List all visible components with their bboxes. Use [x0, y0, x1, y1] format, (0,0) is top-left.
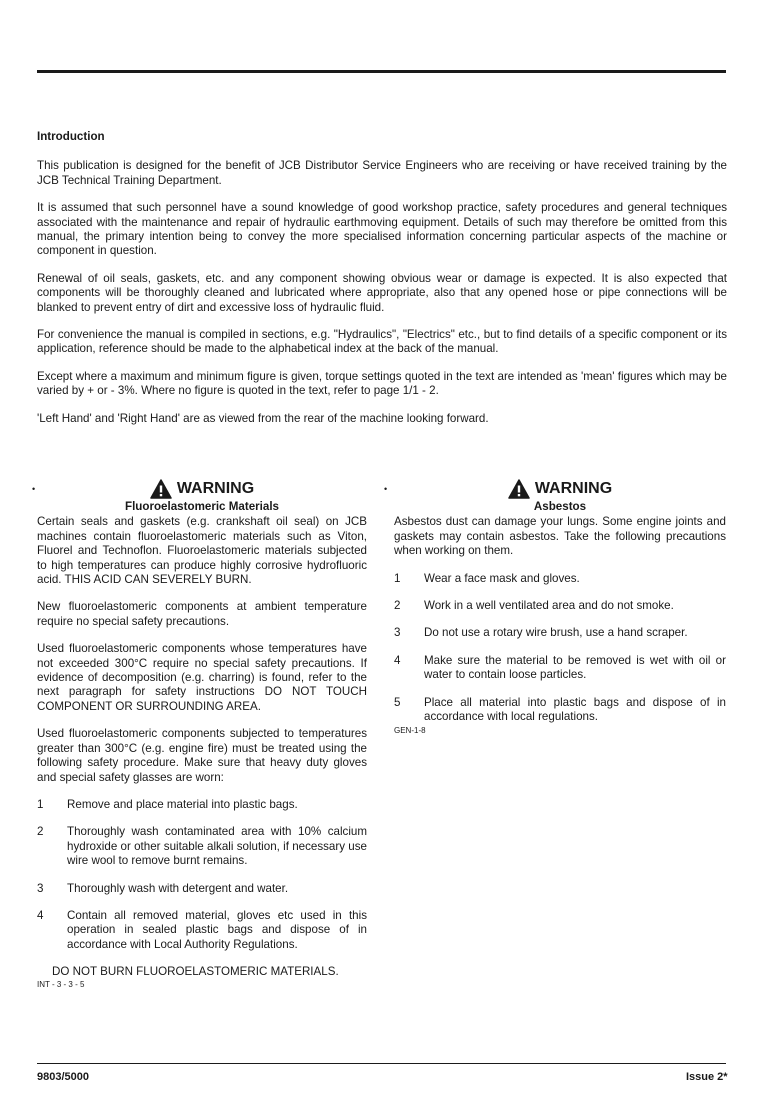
list-item [394, 626, 726, 640]
list-item [37, 825, 367, 868]
step-number: 2 [394, 599, 401, 613]
margin-dot: • [32, 484, 36, 494]
warning-label: WARNING [534, 479, 613, 497]
warning-paragraph: Certain seals and gaskets (e.g. crankshaft oil seal) on JCB machines contain fluoroelastomeric materials such as Viton, Fluorel and Technoflon. Fluoroelastomeric materials subjected to high temperatures can produce highly corrosive hydrofluoric acid. THIS ACID CAN SEVERELY BURN. [37, 515, 367, 587]
step-text: Work in a well ventilated area and do not smoke. [424, 599, 674, 613]
warning-header [37, 478, 367, 500]
reference-code: INT - 3 - 3 - 5 [37, 979, 85, 989]
safety-steps-list [394, 572, 726, 725]
list-item [394, 654, 726, 683]
final-caution: DO NOT BURN FLUOROELASTOMERIC MATERIALS. [52, 965, 339, 979]
warning-label: WARNING [176, 479, 255, 497]
list-item [394, 572, 726, 586]
reference-code: GEN-1-8 [394, 726, 426, 736]
step-number: 4 [394, 653, 401, 667]
intro-paragraph: This publication is designed for the benefit of JCB Distributor Service Engineers who are receiving or have received training by the JCB Technical Training Department. [37, 159, 727, 187]
warning-subtitle: Fluoroelastomeric Materials [125, 500, 279, 513]
header-rule [37, 70, 726, 73]
issue-number: Issue 2* [686, 1071, 728, 1083]
asbestos-warning [394, 478, 726, 736]
warning-subtitle: Asbestos [533, 500, 587, 513]
document-number: 9803/5000 [37, 1071, 89, 1083]
step-number: 3 [37, 881, 44, 895]
intro-paragraph: 'Left Hand' and 'Right Hand' are as viewed from the rear of the machine looking forward. [37, 411, 489, 425]
warning-paragraph: Asbestos dust can damage your lungs. Some engine joints and gaskets may contain asbestos. Take the following precautions when working on them. [394, 515, 726, 558]
introduction-section [37, 130, 727, 439]
step-text: Remove and place material into plastic bags. [67, 797, 298, 811]
step-text: Thoroughly wash with detergent and water. [67, 881, 289, 895]
step-number: 1 [394, 571, 401, 585]
fluoroelastomer-warning [37, 478, 367, 990]
step-text: Do not use a rotary wire brush, use a hand scraper. [424, 626, 688, 640]
list-item [394, 599, 726, 613]
warning-paragraph: Used fluoroelastomeric components whose temperatures have not exceeded 300°C require no special safety precautions. If evidence of decomposition (e.g. charring) is found, refer to the next paragraph for safety instructions DO NOT TOUCH COMPONENT OR SURROUNDING AREA. [37, 642, 367, 713]
warning-triangle-icon [508, 479, 530, 499]
step-text: Contain all removed material, gloves etc used in this operation in sealed plastic bags and dispose of in accordance with Local Authority Regulations. [67, 908, 367, 951]
footer-rule [37, 1063, 726, 1064]
step-number: 5 [394, 695, 401, 709]
step-text: Make sure the material to be removed is wet with oil or water to contain loose particles. [424, 653, 726, 682]
intro-paragraph: Renewal of oil seals, gaskets, etc. and any component showing obvious wear or damage is expected. It is also expected that components will be thoroughly cleaned and lubricated where appropriate, also that any opened hose or pipe connections will be blanked to prevent entry of dirt and excessive loss of hydraulic fluid. [37, 271, 727, 314]
step-text: Thoroughly wash contaminated area with 10% calcium hydroxide or other suitable alkali solution, if necessary use wire wool to remove burnt remains. [67, 825, 367, 868]
step-number: 2 [37, 825, 44, 839]
step-text: Wear a face mask and gloves. [424, 571, 580, 585]
warning-paragraph: Used fluoroelastomeric components subjected to temperatures greater than 300°C (e.g. engine fire) must be treated using the following safety procedure. Make sure that heavy duty gloves and special safety glasses are worn: [37, 727, 367, 784]
list-item [37, 798, 367, 812]
warning-header [394, 478, 726, 500]
intro-paragraph: For convenience the manual is compiled in sections, e.g. "Hydraulics", "Electrics" etc., but to find details of a specific component or its application, reference should be made to the alphabetical index at the back of the manual. [37, 328, 727, 356]
safety-steps-list [37, 798, 367, 952]
step-number: 3 [394, 626, 401, 640]
step-number: 4 [37, 908, 44, 922]
list-item [37, 882, 367, 896]
intro-paragraph: It is assumed that such personnel have a sound knowledge of good workshop practice, safety procedures and general techniques associated with the maintenance and repair of hydraulic earthmoving equipment. Details of such may therefore be omitted from this manual, the primary intention being to convey the more specialised information concerning particular aspects of the machine or component in question. [37, 201, 727, 258]
step-text: Place all material into plastic bags and dispose of in accordance with local regulations. [424, 695, 726, 724]
warning-triangle-icon [150, 479, 172, 499]
step-number: 1 [37, 797, 44, 811]
list-item [37, 909, 367, 952]
list-item [394, 696, 726, 725]
margin-dot: • [384, 484, 388, 494]
introduction-heading: Introduction [37, 130, 105, 143]
intro-paragraph: Except where a maximum and minimum figure is given, torque settings quoted in the text are intended as 'mean' figures which may be varied by + or - 3%. Where no figure is quoted in the text, refer to page 1/1 - 2. [37, 369, 727, 398]
warning-paragraph: New fluoroelastomeric components at ambient temperature require no special safety precautions. [37, 600, 367, 628]
